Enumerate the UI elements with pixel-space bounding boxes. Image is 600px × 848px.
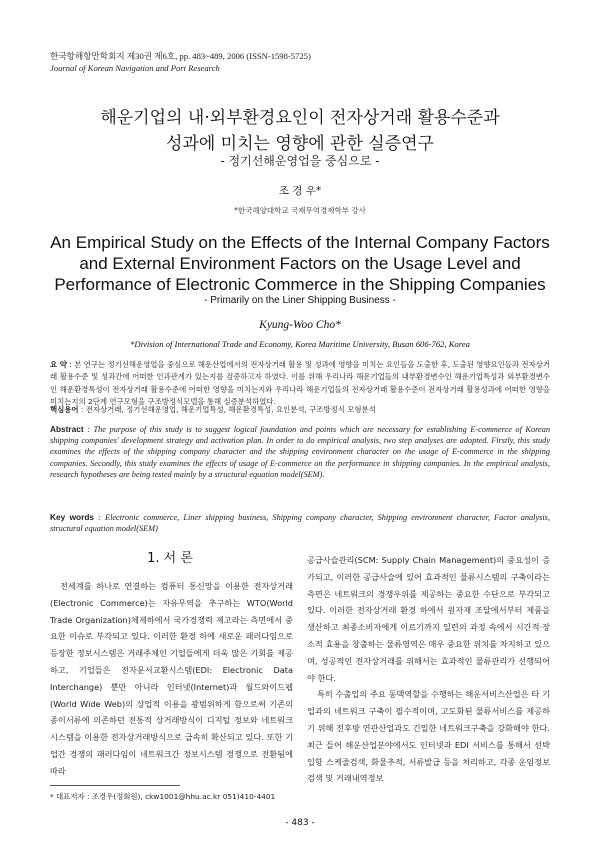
- body-column-right: [307, 552, 550, 787]
- title-en: An Empirical Study on the Effects of the Internal Company Factors and External Environment Factors on the Usage Level and Performance of Electronic Commerce in the Shipping Companies: [50, 233, 550, 294]
- footnote-rule: [50, 785, 180, 786]
- body-column-left: [50, 578, 293, 780]
- keywords-ko-label: 핵심용어: [50, 405, 79, 414]
- abstract-ko-label: 요 약: [50, 360, 67, 369]
- keywords-ko-text: : 전자상거래, 정기선해운영업, 해운기업특성, 해운환경특성, 요인분석, 구조방정식 모형분석: [80, 405, 376, 414]
- journal-header: [50, 50, 311, 74]
- keywords-en-label: Key words: [50, 512, 94, 522]
- footnote: * 대표저자 : 조경우(정회원), ckw1001@hhu.ac.kr 051)410-4401: [50, 792, 276, 801]
- keywords-en-text: : Electronic commerce, Liner shipping business, Shipping company character, Shipping environment character, Factor analysis, structural equation model(SEM): [50, 513, 550, 534]
- affiliation-ko: *한국해양대학교 국제무역경제학부 강사: [234, 206, 366, 215]
- subtitle-en: - Primarily on the Liner Shipping Business -: [204, 295, 396, 306]
- paragraph: 전세계를 하나로 연결하는 컴퓨터 통신망을 이용한 전자상거래(Electronic Commerce)는 자유무역을 추구하는 WTO(World Trade Organization)체제하에서 국가경쟁력 제고라는 측면에서 중요한 이슈로 부각되고 있다. 이러한 환경 하에 새로운 패러다임으로 등장한 정보시스템은 거래주체인 기업들에게 더욱 많은 기회를 제공하고, 기업들은 전자문서교환시스템(EDI: Electronic Data Interchange) 뿐만 아니라 인터넷(Internet)과 월드와이드웹(World Wide Web)의 상업적 이용을 광범위하게 함으로써 기존의 종이서류에 의존하던 전통적 상거래방식이 디지털 정보와 네트워크시스템을 이용한 전자상거래방식으로 급속히 확산되고 있다. 또한 기업간 경쟁의 패러다임이 네트워크간 정보시스템 경쟁으로 전환됨에 따라: [50, 581, 293, 776]
- affiliation-en: *Division of International Trade and Economy, Korea Maritime University, Busan 606-762, Korea: [130, 339, 470, 349]
- abstract-en: [50, 424, 550, 480]
- keywords-ko: [50, 404, 550, 416]
- journal-citation-ko: 한국항해항만학회지 제30권 제6호, pp. 483~489, 2006 (ISSN-1598-5725): [50, 51, 311, 61]
- abstract-en-text: : The purpose of this study is to suggest logical foundation and points which are necessary for establishing E-commerce of Korean shipping companies' development strategy and activation plan. In order to do empirical analysis, two step analyses are adopted. Firstly, this study examines the effects of the shipping company character and the shipping environment character on the usage of E-commerce in the shipping companies. Secondly, this study examines the effects of usage of E-commerce on the performance in shipping companies. In the empirical analysis, research hypotheses are being tested mainly by a structural equation model(SEM).: [50, 425, 550, 479]
- paragraph: 공급사슬관리(SCM: Supply Chain Management)의 중요성이 증가되고, 이러한 공급사슬에 있어 효과적인 물류시스템의 구축이라는 측면은 네트워크의 경쟁우위를 제공하는 중요한 수단으로 부각되고 있다. 이러한 전자상거래 환경 하에서 원자재 조달에서부터 제품을 생산하고 최종소비자에게 이르기까지 일련의 과정 속에서 시간적·장소적 효용을 창출하는 물류영역은 매우 중요한 위치를 차지하고 있으며, 성공적인 전자상거래를 위해서는 효과적인 물류관리가 선행되어야 한다.: [307, 555, 550, 683]
- abstract-en-label: Abstract: [50, 424, 84, 434]
- journal-name-en: Journal of Korean Navigation and Port Research: [50, 63, 220, 73]
- abstract-ko-text: : 본 연구는 정기선해운영업을 중심으로 해운산업에서의 전자상거래 활용 및 성과에 영향을 미치는 요인들을 도출한 후, 도출된 영향요인들과 전자상거래 활용수준 및 성과간에 어떠한 인과관계가 있는지를 검증하고자 하였다. 이를 위해 우리나라 해운기업들의 내부환경변수인 해운기업특성과 외부환경변수인 해운환경특성이 전자상거래 활용수준에 어떠한 영향을 미치는지와 우리나라 해운기업들의 전자상거래 활용수준이 전자상거래 활용성과에 어떠한 영향을 미치는지의 2단계 연구모형을 구조방정식모델을 통해 실증분석하였다.: [50, 360, 550, 407]
- title-ko-line1: 해운기업의 내·외부환경요인이 전자상거래 활용수준과: [100, 108, 500, 128]
- title-ko-line2: 성과에 미치는 영향에 관한 실증연구: [166, 134, 434, 154]
- section-heading-introduction: 1. 서 론: [147, 551, 193, 566]
- author-ko: 조 경 우*: [278, 185, 322, 197]
- subtitle-ko: - 정기선해운영업을 중심으로 -: [220, 154, 380, 168]
- keywords-en: [50, 512, 550, 534]
- page-number: - 483 -: [285, 818, 315, 828]
- paragraph: 특히 수출입의 주요 동맥역할을 수행하는 해운서비스산업은 타 기업과의 네트워크 구축이 필수적이며, 고도화된 물류서비스를 제공하기 위해 전후방 연관산업과도 긴밀한 네트워크구축을 강화해야 한다. 최근 들어 해운산업분야에서도 인터넷과 EDI 서비스를 통해서 선박입항 스케줄검색, 화물추적, 서류발급 등을 처리하고, 각종 운임정보검색 및 거래내역정보: [307, 689, 550, 784]
- abstract-ko: [50, 359, 550, 409]
- author-en: Kyung-Woo Cho*: [259, 319, 341, 331]
